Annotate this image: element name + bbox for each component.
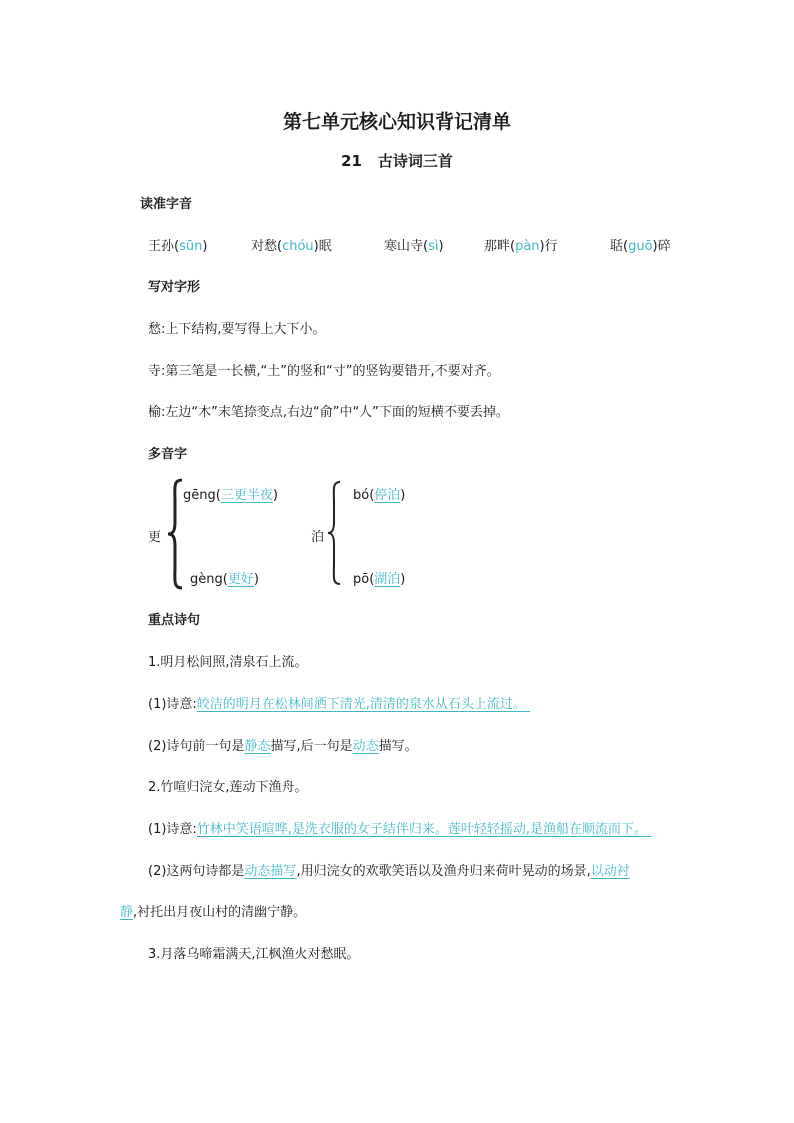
pronunciation-item: 聒(guō)碎 <box>610 239 671 254</box>
poem-question: (2)这两句诗都是动态描写,用归浣女的欢歌笑语以及渔舟归来荷叶晃动的场景,以动衬 <box>148 864 630 879</box>
polyphone-char: 泊 <box>311 530 325 545</box>
poem-meaning: (1)诗意:竹林中笑语喧哗,是洗衣服的女子结伴归来。莲叶轻轻摇动,是渔船在顺流而下。 <box>148 822 648 837</box>
section-key-lines: 重点诗句 <box>148 613 201 628</box>
poem-question-cont: 静,衬托出月夜山村的清幽宁静。 <box>120 905 307 920</box>
lesson-title <box>0 150 794 171</box>
pronunciation-item: 对愁(chóu)眠 <box>251 239 332 254</box>
glyph-note: 愁:上下结构,要写得上大下小。 <box>148 322 326 337</box>
polyphone-reading: pō(湖泊) <box>353 572 406 587</box>
polyphone-reading: gēng(三更半夜) <box>183 488 278 503</box>
lesson-number: 21 <box>341 152 362 170</box>
pronunciation-item: 王孙(sūn) <box>148 239 208 254</box>
poem-question: (2)诗句前一句是静态描写,后一句是动态描写。 <box>148 739 418 754</box>
left-brace-icon <box>326 480 342 586</box>
lesson-name: 古诗词三首 <box>377 152 453 170</box>
page-title: 第七单元核心知识背记清单 <box>282 111 511 133</box>
section-polyphone: 多音字 <box>148 447 188 462</box>
poem-meaning: (1)诗意:皎洁的明月在松林间洒下清光,清清的泉水从石头上流过。 <box>148 697 526 712</box>
pronunciation-item: 寒山寺(sì) <box>384 239 444 254</box>
left-brace-icon <box>166 478 184 590</box>
polyphone-reading: bó(停泊) <box>353 488 406 503</box>
poem-line: 1.明月松间照,清泉石上流。 <box>148 655 308 670</box>
section-pronunciation: 读准字音 <box>140 197 193 212</box>
glyph-note: 榆:左边“木”末笔捺变点,右边“俞”中“人”下面的短横不要丢掉。 <box>148 405 509 420</box>
section-glyph: 写对字形 <box>148 280 201 295</box>
polyphone-char: 更 <box>148 530 162 545</box>
poem-line: 2.竹喧归浣女,莲动下渔舟。 <box>148 780 308 795</box>
polyphone-reading: gèng(更好) <box>190 572 259 587</box>
glyph-note: 寺:第三笔是一长横,“土”的竖和“寸”的竖钩要错开,不要对齐。 <box>148 364 500 379</box>
pronunciation-item: 那畔(pàn)行 <box>484 239 558 254</box>
poem-line: 3.月落乌啼霜满天,江枫渔火对愁眠。 <box>148 947 360 962</box>
